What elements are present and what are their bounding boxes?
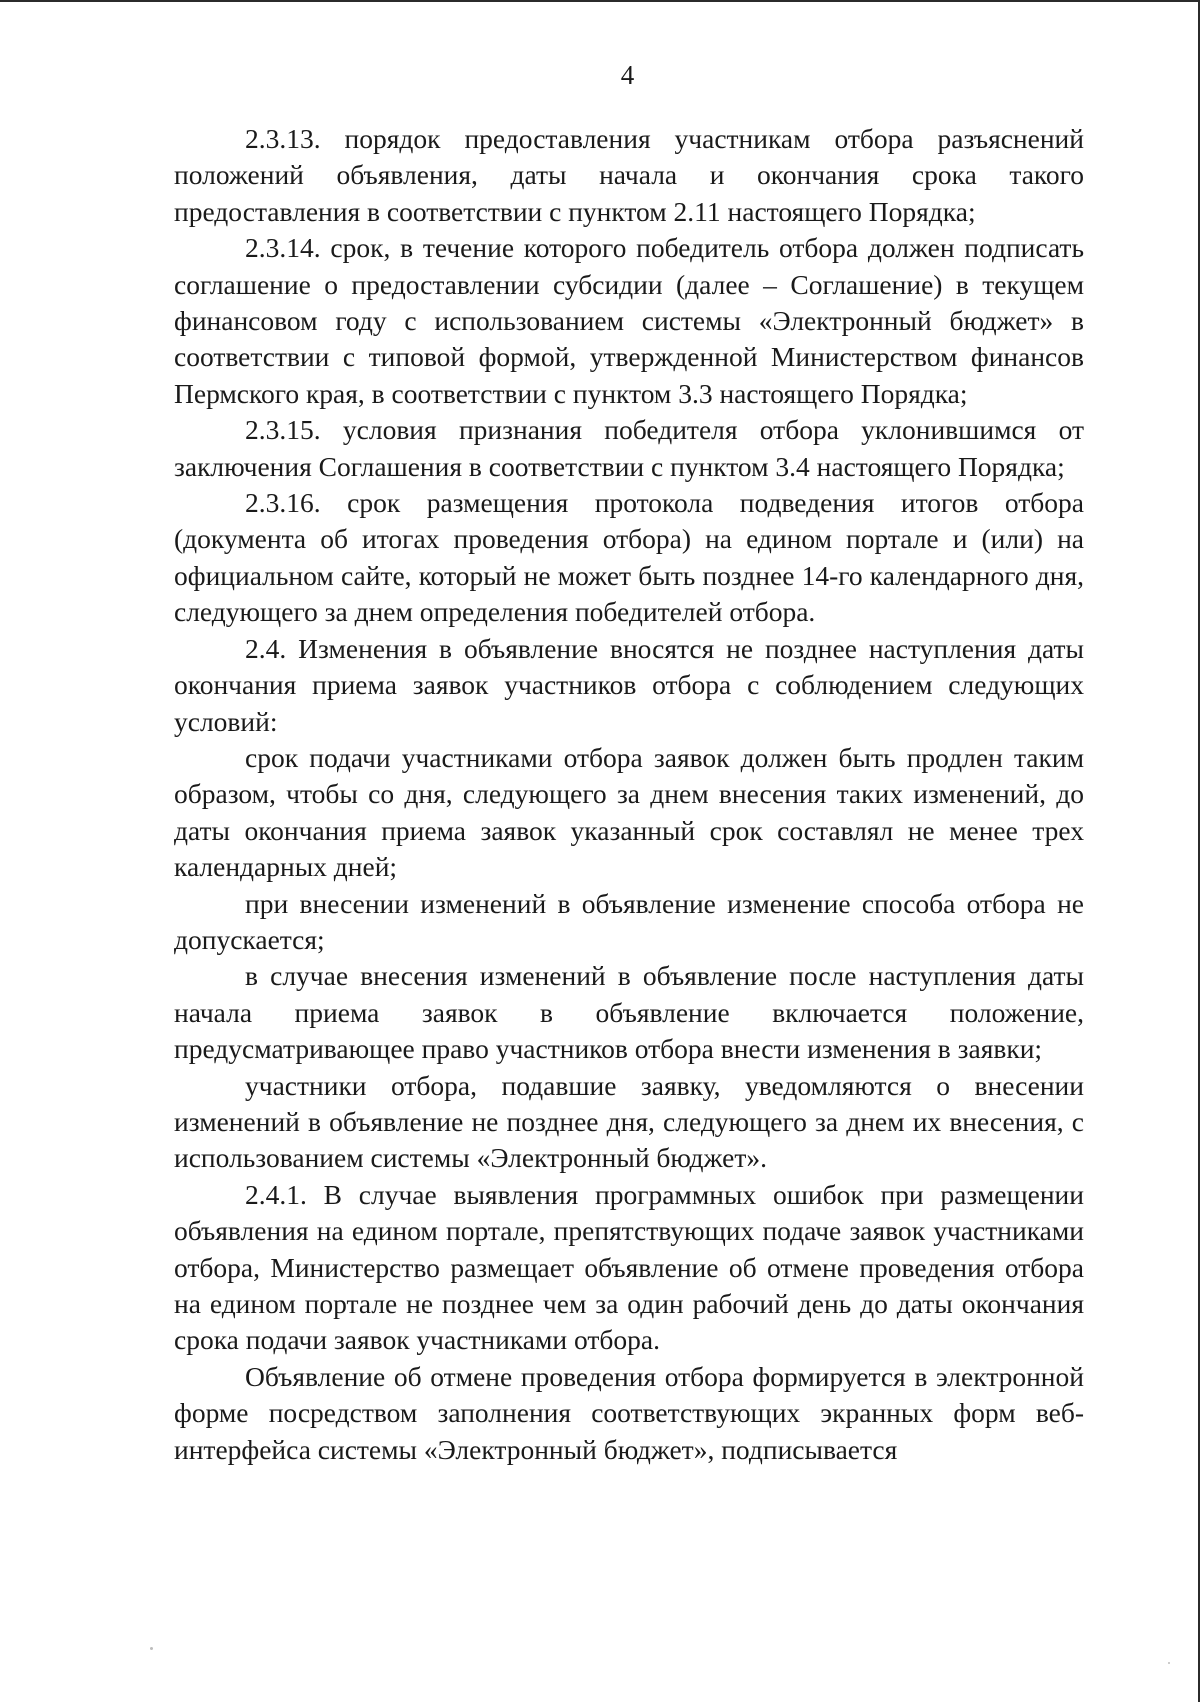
scan-speck	[1168, 1662, 1170, 1664]
paragraph-2-4-condition-1: срок подачи участниками отбора заявок должен быть продлен таким образом, чтобы со дня, следующего за днем внесения таких изменений, до даты окончания приема заявок указанный срок составлял не менее трех календарных дней;	[174, 741, 1084, 883]
scan-speck	[150, 1647, 153, 1650]
paragraph-2-3-13: 2.3.13. порядок предоставления участникам отбора разъяснений положений объявления, даты начала и окончания срока такого предоставления в соответствии с пунктом 2.11 настоящего Порядка;	[174, 123, 1084, 227]
paragraph-2-4-1: 2.4.1. В случае выявления программных ошибок при размещении объявления на едином портале, препятствующих подаче заявок участниками отбора, Министерство размещает объявление об отмене проведения отбора на едином портале не позднее чем за один рабочий день до даты окончания срока подачи заявок участниками отбора.	[174, 1178, 1084, 1356]
paragraph-2-4-condition-4: участники отбора, подавшие заявку, уведомляются о внесении изменений в объявление не позднее дня, следующего за днем их внесения, с использованием системы «Электронный бюджет».	[174, 1069, 1084, 1174]
paragraph-2-4-condition-2: при внесении изменений в объявление изменение способа отбора не допускается;	[174, 887, 1084, 955]
page-number: 4	[620, 60, 635, 90]
paragraph-2-3-16: 2.3.16. срок размещения протокола подведения итогов отбора (документа об итогах проведения отбора) на едином портале и (или) на официальном сайте, который не может быть позднее 14-го календарного дня, следующего за днем определения победителей отбора.	[174, 487, 1084, 628]
paragraph-2-4-condition-3: в случае внесения изменений в объявление после наступления даты начала приема заявок в объявление включается положение, предусматривающее право участников отбора внести изменения в заявки;	[174, 960, 1084, 1065]
paragraph-2-3-15: 2.3.15. условия признания победителя отбора уклонившимся от заключения Соглашения в соответствии с пунктом 3.4 настоящего Порядка;	[174, 414, 1084, 482]
paragraph-2-4: 2.4. Изменения в объявление вносятся не позднее наступления даты окончания приема заявок участников отбора с соблюдением следующих условий:	[174, 632, 1084, 737]
document-body	[174, 121, 1084, 1468]
paragraph-cancellation-notice: Объявление об отмене проведения отбора формируется в электронной форме посредством заполнения соответствующих экранных форм веб-интерфейса системы «Электронный бюджет», подписывается	[174, 1360, 1084, 1465]
paragraph-2-3-14: 2.3.14. срок, в течение которого победитель отбора должен подписать соглашение о предоставлении субсидии (далее – Соглашение) в текущем финансовом году с использованием системы «Электронный бюджет» в соответствии с типовой формой, утвержденной Министерством финансов Пермского края, в соответствии с пунктом 3.3 настоящего Порядка;	[174, 232, 1084, 409]
